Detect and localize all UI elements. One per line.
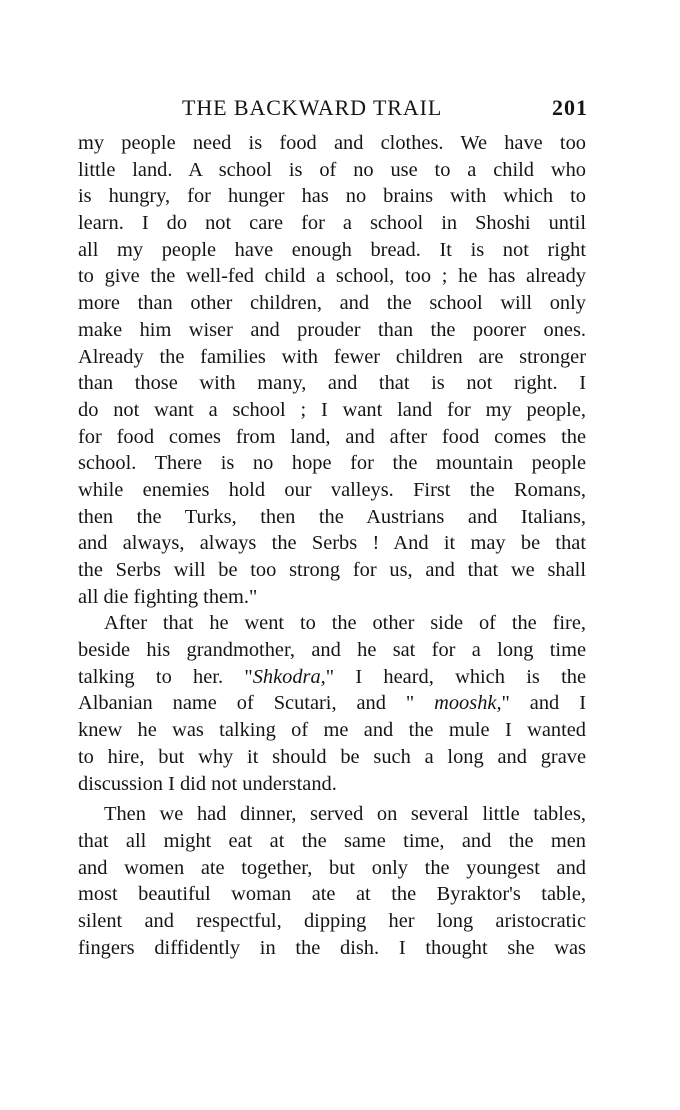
text-line: fingers diffidently in the dish. I thought she was <box>78 936 586 959</box>
body-text <box>78 130 586 961</box>
text-line: all my people have enough bread. It is not right <box>78 238 586 261</box>
text-segment: " and I <box>501 692 586 715</box>
text-line: and women ate together, but only the youngest and <box>78 856 586 879</box>
italic-word: mooshk, <box>434 692 502 715</box>
text-line: while enemies hold our valleys. First the Romans, <box>78 478 586 501</box>
text-segment: talking to her. " <box>78 665 253 688</box>
text-segment: Albanian name of Scutari, and " <box>78 692 435 715</box>
text-line: to give the well-fed child a school, too ; he has already <box>78 265 586 288</box>
text-line: After that he went to the other side of the fire, <box>104 612 586 635</box>
running-title: THE BACKWARD TRAIL <box>182 95 443 120</box>
text-line: is hungry, for hunger has no brains with which to <box>78 185 586 208</box>
text-line <box>78 664 586 691</box>
text-line: more than other children, and the school will only <box>78 292 586 315</box>
text-line: for food comes from land, and after food comes the <box>78 425 586 448</box>
text-line: all die fighting them." <box>78 585 258 608</box>
text-line: to hire, but why it should be such a long and grave <box>78 745 586 768</box>
text-line: than those with many, and that is not right. I <box>78 372 586 395</box>
text-line: Already the families with fewer children are stronger <box>78 345 586 368</box>
text-line: knew he was talking of me and the mule I wanted <box>78 719 586 742</box>
text-line: little land. A school is of no use to a child who <box>78 158 586 181</box>
text-line: then the Turks, then the Austrians and Italians, <box>78 505 586 528</box>
text-segment: " I heard, which is the <box>325 665 587 688</box>
text-line: the Serbs will be too strong for us, and that we shall <box>78 559 586 581</box>
paragraph <box>78 130 586 610</box>
text-line: most beautiful woman ate at the Byraktor's table, <box>78 883 586 906</box>
paragraph <box>78 610 586 797</box>
text-line: learn. I do not care for a school in Shoshi until <box>78 212 586 235</box>
page-number: 201 <box>552 95 588 120</box>
italic-word: Shkodra, <box>252 665 326 688</box>
text-line: Then we had dinner, served on several little tables, <box>104 803 586 826</box>
text-line: beside his grandmother, and he sat for a long time <box>78 639 586 662</box>
text-line: my people need is food and clothes. We have too <box>78 132 586 154</box>
text-line: do not want a school ; I want land for my people, <box>78 398 586 421</box>
paragraph <box>78 801 586 961</box>
text-line: that all might eat at the same time, and the men <box>78 829 586 852</box>
text-line: school. There is no hope for the mountain people <box>78 452 586 475</box>
text-line: silent and respectful, dipping her long aristocratic <box>78 909 586 932</box>
text-line: and always, always the Serbs ! And it may be that <box>78 532 586 555</box>
text-line: make him wiser and prouder than the poorer ones. <box>78 318 586 341</box>
page-header <box>78 94 588 122</box>
text-line: discussion I did not understand. <box>78 772 337 795</box>
text-line <box>78 690 586 717</box>
